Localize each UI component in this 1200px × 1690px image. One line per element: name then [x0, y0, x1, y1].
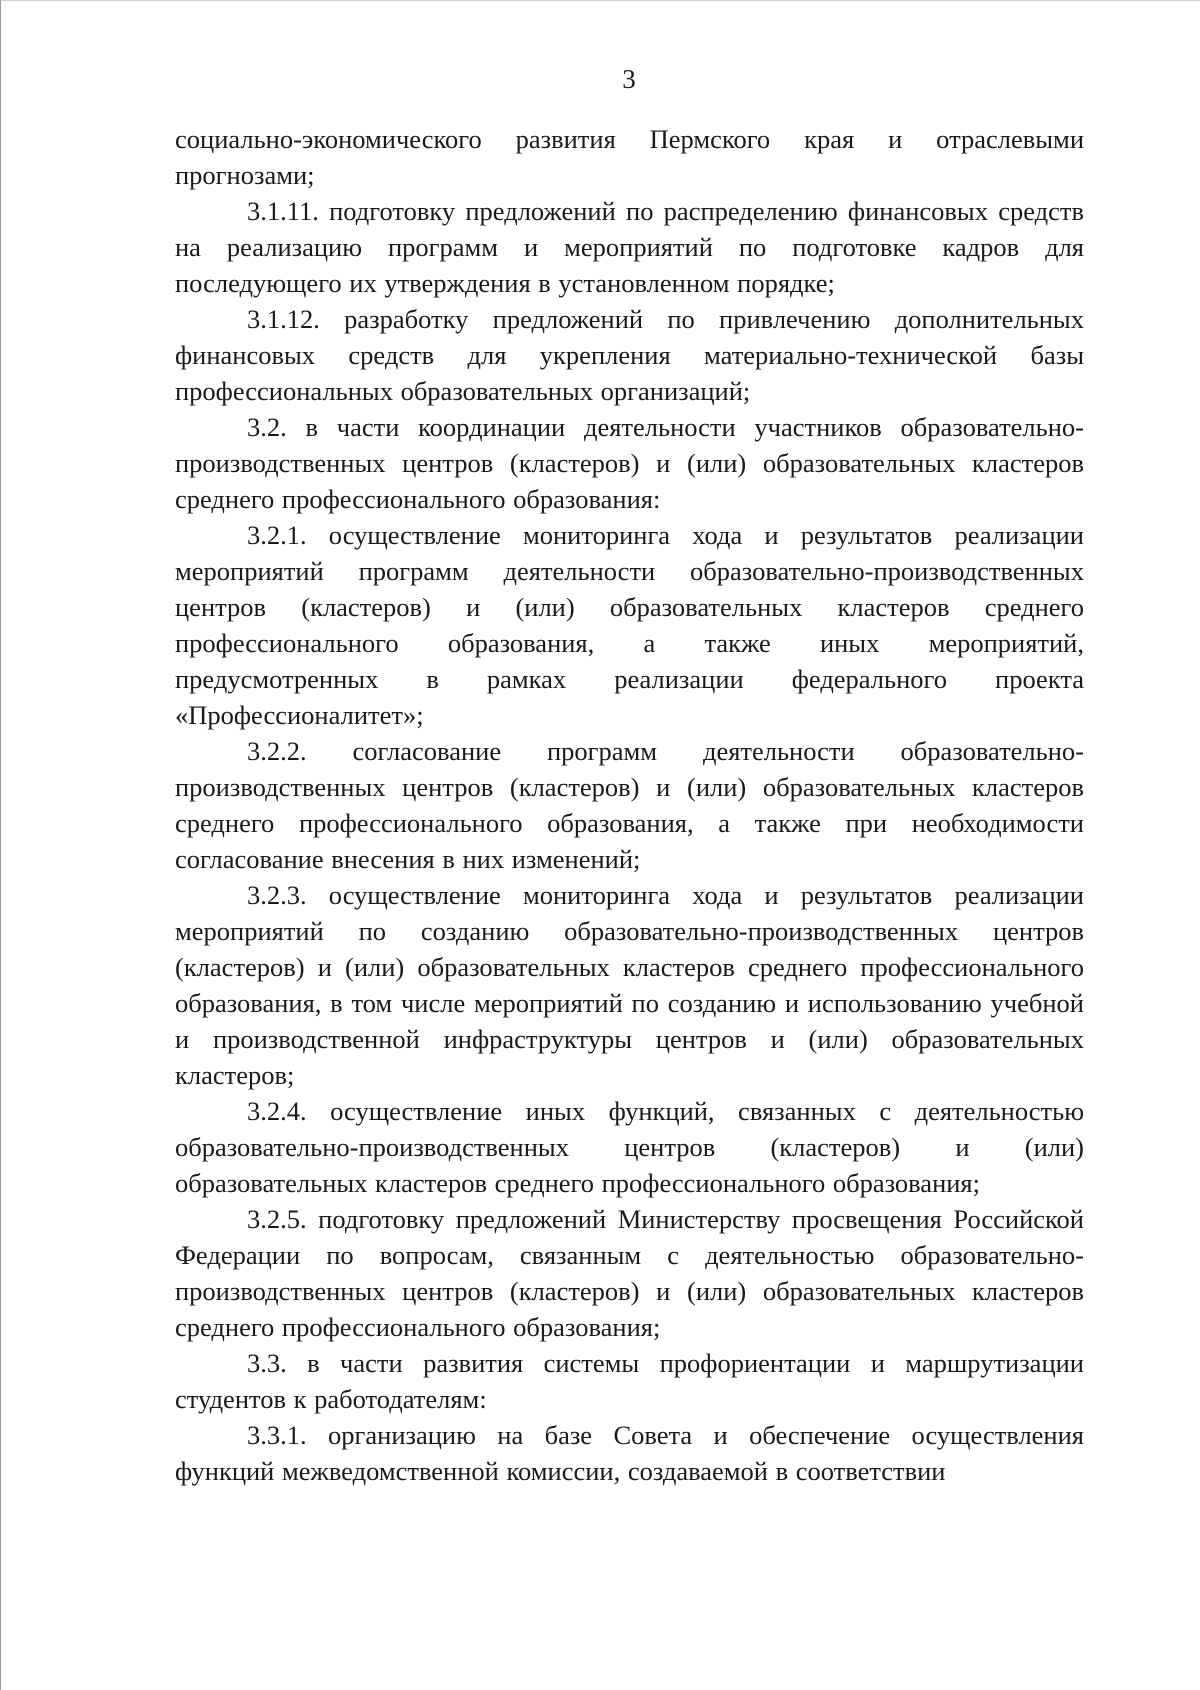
document-body — [175, 121, 1084, 1489]
paragraph-3-1-11: 3.1.11. подготовку предложений по распределению финансовых средств на реализацию программ и мероприятий по подготовке кадров для последующего их утверждения в установленном порядке; — [175, 196, 1084, 298]
paragraph-3-2-4: 3.2.4. осуществление иных функций, связанных с деятельностью образовательно-производственных центров (кластеров) и (или) образовательных кластеров среднего профессионального образования; — [175, 1096, 1084, 1198]
paragraph-3-3-1: 3.3.1. организацию на базе Совета и обеспечение осуществления функций межведомственной комиссии, создаваемой в соответствии — [175, 1420, 1084, 1486]
paragraph-3-2-5: 3.2.5. подготовку предложений Министерству просвещения Российской Федерации по вопросам, связанным с деятельностью образовательно-производственных центров (кластеров) и (или) образовательных кластеров среднего профессионального образования; — [175, 1204, 1084, 1342]
paragraph-3-2: 3.2. в части координации деятельности участников образовательно-производственных центров (кластеров) и (или) образовательных кластеров среднего профессионального образования: — [175, 412, 1084, 514]
paragraph-3-1-12: 3.1.12. разработку предложений по привлечению дополнительных финансовых средств для укрепления материально-технической базы профессиональных образовательных организаций; — [175, 304, 1084, 406]
paragraph-continuation: социально-экономического развития Пермского края и отраслевыми прогнозами; — [175, 124, 1084, 190]
paragraph-3-2-1: 3.2.1. осуществление мониторинга хода и результатов реализации мероприятий программ деятельности образовательно-производственных центров (кластеров) и (или) образовательных кластеров среднего профессионального образования, а также иных мероприятий, предусмотренных в рамках реализации федерального проекта «Профессионалитет»; — [175, 520, 1084, 730]
paragraph-3-3: 3.3. в части развития системы профориентации и маршрутизации студентов к работодателям: — [175, 1348, 1084, 1414]
paragraph-3-2-3: 3.2.3. осуществление мониторинга хода и результатов реализации мероприятий по созданию образовательно-производственных центров (кластеров) и (или) образовательных кластеров среднего профессионального образования, в том числе мероприятий по созданию и использованию учебной и производственной инфраструктуры центров и (или) образовательных кластеров; — [175, 880, 1084, 1090]
paragraph-3-2-2: 3.2.2. согласование программ деятельности образовательно-производственных центров (кластеров) и (или) образовательных кластеров среднего профессионального образования, а также при необходимости согласование внесения в них изменений; — [175, 736, 1084, 874]
page-number: 3 — [622, 64, 636, 94]
